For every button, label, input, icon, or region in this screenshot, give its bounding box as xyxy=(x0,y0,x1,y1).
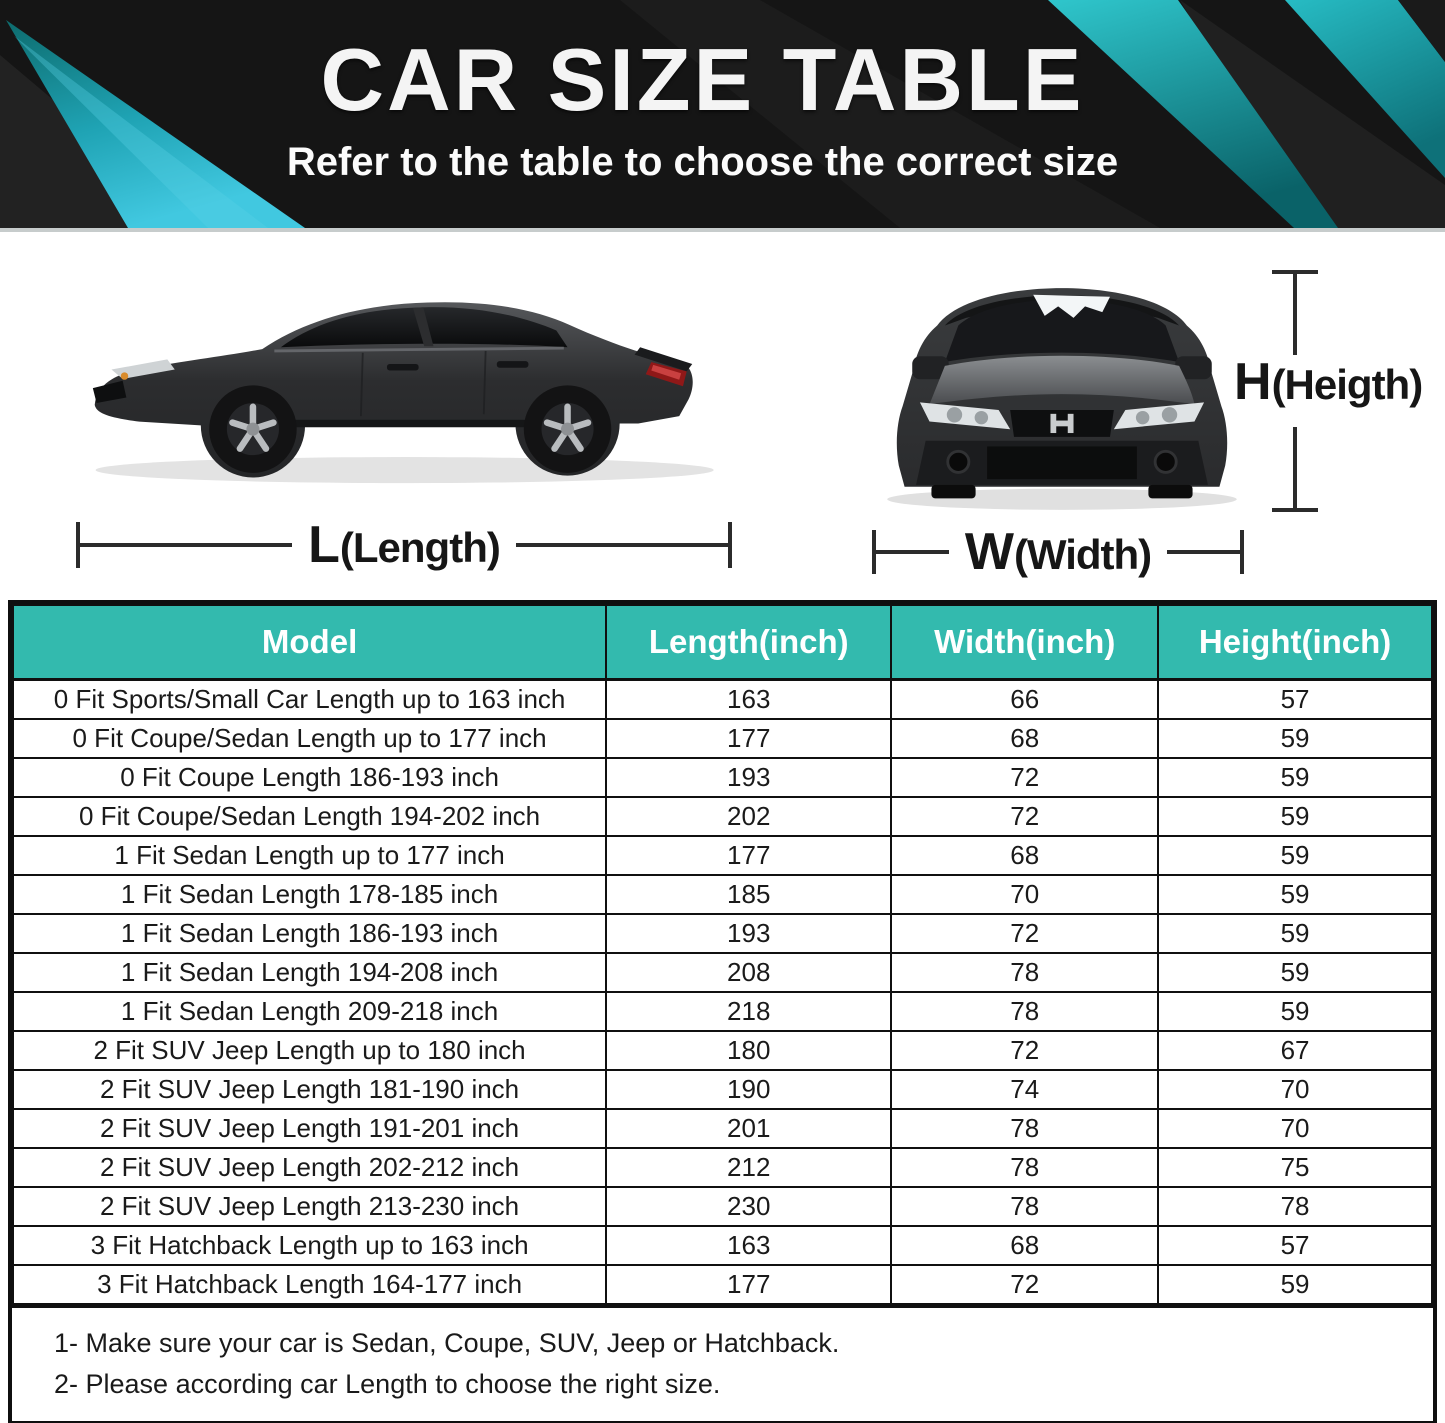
length-cell: 193 xyxy=(606,914,891,953)
length-cell: 218 xyxy=(606,992,891,1031)
model-cell: 2 Fit SUV Jeep Length 213-230 inch xyxy=(13,1187,606,1226)
height-cell: 59 xyxy=(1158,875,1432,914)
table-row xyxy=(13,1265,1432,1304)
banner xyxy=(0,0,1445,228)
height-cell: 59 xyxy=(1158,836,1432,875)
width-word: (Width) xyxy=(1013,531,1152,578)
width-cell: 68 xyxy=(891,1226,1158,1265)
note-line-1: 1- Make sure your car is Sedan, Coupe, SUV, Jeep or Hatchback. xyxy=(54,1328,840,1358)
height-letter: H xyxy=(1234,353,1272,411)
dimension-tick xyxy=(1272,508,1318,512)
model-cell: 2 Fit SUV Jeep Length 181-190 inch xyxy=(13,1070,606,1109)
height-cell: 59 xyxy=(1158,992,1432,1031)
height-word: (Heigth) xyxy=(1271,361,1423,408)
page-title: CAR SIZE TABLE xyxy=(320,30,1085,129)
length-cell: 190 xyxy=(606,1070,891,1109)
table-row xyxy=(13,875,1432,914)
dimension-line xyxy=(1293,274,1297,355)
table-row xyxy=(13,914,1432,953)
table-row xyxy=(13,953,1432,992)
car-side-image xyxy=(62,256,738,498)
note-line-2: 2- Please according car Length to choose the right size. xyxy=(54,1369,721,1399)
length-cell: 185 xyxy=(606,875,891,914)
banner-text xyxy=(0,0,1445,184)
model-cell: 1 Fit Sedan Length 186-193 inch xyxy=(13,914,606,953)
length-cell: 163 xyxy=(606,1226,891,1265)
width-cell: 70 xyxy=(891,875,1158,914)
height-cell: 67 xyxy=(1158,1031,1432,1070)
width-cell: 72 xyxy=(891,1265,1158,1304)
page-subtitle: Refer to the table to choose the correct size xyxy=(286,140,1119,184)
height-cell: 59 xyxy=(1158,758,1432,797)
height-cell: 57 xyxy=(1158,680,1432,720)
dimension-line xyxy=(516,543,728,547)
length-letter: L xyxy=(308,516,340,574)
height-cell: 75 xyxy=(1158,1148,1432,1187)
table-row xyxy=(13,797,1432,836)
table-header-row xyxy=(13,605,1432,680)
table-row xyxy=(13,1109,1432,1148)
table-row xyxy=(13,719,1432,758)
dimension-line xyxy=(1167,550,1240,554)
table-row xyxy=(13,1187,1432,1226)
model-cell: 1 Fit Sedan Length 194-208 inch xyxy=(13,953,606,992)
width-cell: 78 xyxy=(891,953,1158,992)
table-row xyxy=(13,836,1432,875)
car-front-image xyxy=(870,254,1254,518)
width-label xyxy=(949,522,1167,582)
height-cell: 59 xyxy=(1158,797,1432,836)
height-cell: 78 xyxy=(1158,1187,1432,1226)
column-header-model: Model xyxy=(13,605,606,680)
width-cell: 78 xyxy=(891,1187,1158,1226)
width-cell: 74 xyxy=(891,1070,1158,1109)
table-row xyxy=(13,758,1432,797)
model-cell: 1 Fit Sedan Length 209-218 inch xyxy=(13,992,606,1031)
length-word: (Length) xyxy=(339,524,500,571)
table-row xyxy=(13,1148,1432,1187)
height-cell: 59 xyxy=(1158,719,1432,758)
length-cell: 230 xyxy=(606,1187,891,1226)
dimension-line xyxy=(876,550,949,554)
column-header-length: Length(inch) xyxy=(606,605,891,680)
table-row xyxy=(13,1031,1432,1070)
size-table-grid xyxy=(12,604,1433,1305)
column-header-height: Height(inch) xyxy=(1158,605,1432,680)
model-cell: 3 Fit Hatchback Length 164-177 inch xyxy=(13,1265,606,1304)
width-cell: 72 xyxy=(891,797,1158,836)
model-cell: 1 Fit Sedan Length up to 177 inch xyxy=(13,836,606,875)
model-cell: 2 Fit SUV Jeep Length 202-212 inch xyxy=(13,1148,606,1187)
column-header-width: Width(inch) xyxy=(891,605,1158,680)
length-cell: 202 xyxy=(606,797,891,836)
height-cell: 57 xyxy=(1158,1226,1432,1265)
length-cell: 201 xyxy=(606,1109,891,1148)
height-cell: 70 xyxy=(1158,1070,1432,1109)
model-cell: 1 Fit Sedan Length 178-185 inch xyxy=(13,875,606,914)
model-cell: 2 Fit SUV Jeep Length up to 180 inch xyxy=(13,1031,606,1070)
length-cell: 212 xyxy=(606,1148,891,1187)
table-row xyxy=(13,992,1432,1031)
dimension-tick xyxy=(728,522,732,568)
width-cell: 78 xyxy=(891,1148,1158,1187)
model-cell: 0 Fit Sports/Small Car Length up to 163 inch xyxy=(13,680,606,720)
height-cell: 59 xyxy=(1158,953,1432,992)
height-cell: 59 xyxy=(1158,1265,1432,1304)
length-cell: 193 xyxy=(606,758,891,797)
height-cell: 59 xyxy=(1158,914,1432,953)
length-cell: 208 xyxy=(606,953,891,992)
model-cell: 0 Fit Coupe Length 186-193 inch xyxy=(13,758,606,797)
length-cell: 177 xyxy=(606,1265,891,1304)
width-cell: 68 xyxy=(891,719,1158,758)
model-cell: 0 Fit Coupe/Sedan Length 194-202 inch xyxy=(13,797,606,836)
model-cell: 0 Fit Coupe/Sedan Length up to 177 inch xyxy=(13,719,606,758)
dimension-line xyxy=(1293,427,1297,508)
notes xyxy=(12,1305,1433,1421)
size-table xyxy=(8,600,1437,1423)
dimension-line xyxy=(80,543,292,547)
width-cell: 66 xyxy=(891,680,1158,720)
width-letter: W xyxy=(964,523,1014,581)
length-dimension-line xyxy=(76,516,732,574)
table-row xyxy=(13,680,1432,720)
table-row xyxy=(13,1070,1432,1109)
width-dimension-line xyxy=(872,523,1244,581)
height-label xyxy=(1234,352,1422,412)
dimension-tick xyxy=(1240,530,1244,574)
length-label xyxy=(292,515,516,575)
length-cell: 177 xyxy=(606,836,891,875)
width-cell: 78 xyxy=(891,1109,1158,1148)
width-cell: 78 xyxy=(891,992,1158,1031)
width-cell: 72 xyxy=(891,1031,1158,1070)
table-row xyxy=(13,1226,1432,1265)
width-cell: 72 xyxy=(891,914,1158,953)
car-diagram-section xyxy=(0,232,1445,592)
model-cell: 3 Fit Hatchback Length up to 163 inch xyxy=(13,1226,606,1265)
length-cell: 177 xyxy=(606,719,891,758)
width-cell: 68 xyxy=(891,836,1158,875)
model-cell: 2 Fit SUV Jeep Length 191-201 inch xyxy=(13,1109,606,1148)
width-cell: 72 xyxy=(891,758,1158,797)
height-cell: 70 xyxy=(1158,1109,1432,1148)
length-cell: 180 xyxy=(606,1031,891,1070)
length-cell: 163 xyxy=(606,680,891,720)
